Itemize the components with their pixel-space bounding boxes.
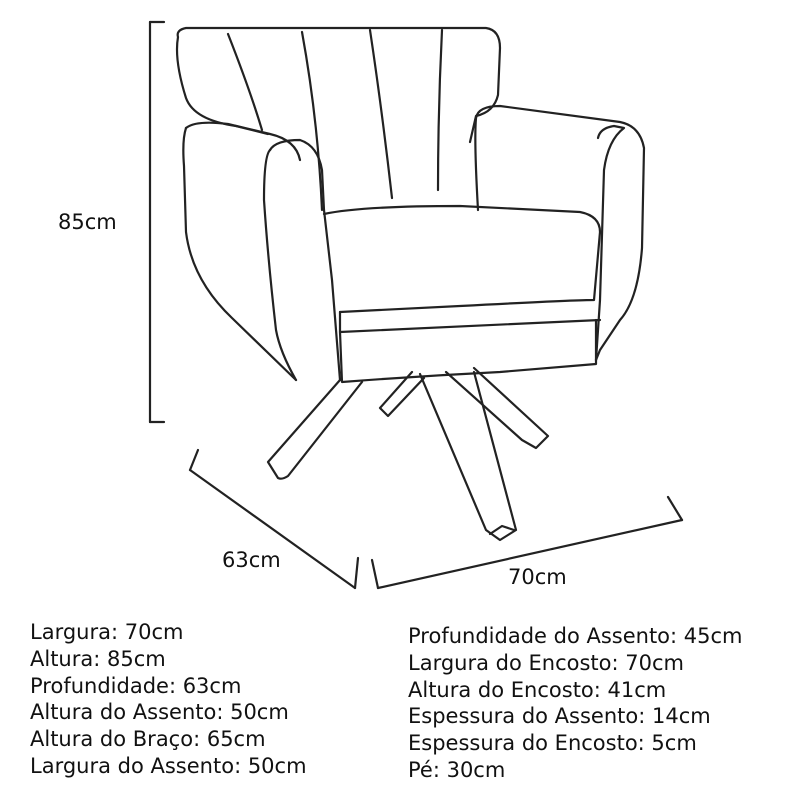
spec-item: Altura do Braço: 65cm [30,727,266,752]
depth-dimension-label: 63cm [222,548,281,572]
chair-seat [324,206,600,382]
spec-list-right [408,623,743,784]
spec-item: Altura: 85cm [30,646,166,671]
spec-item: Espessura do Encosto: 5cm [408,731,697,756]
spec-item: Espessura do Assento: 14cm [408,704,711,729]
height-dimension-label: 85cm [58,210,117,234]
chair-left-arm [183,123,340,380]
spec-list-left [30,619,307,780]
spec-item: Altura do Assento: 50cm [30,700,289,725]
spec-item: Largura: 70cm [30,620,184,644]
chair-backrest [177,28,500,210]
spec-item: Profundidade: 63cm [30,673,242,698]
spec-item: Altura do Encosto: 41cm [408,677,667,702]
spec-item: Largura do Encosto: 70cm [408,650,684,675]
spec-item: Pé: 30cm [408,757,506,782]
chair-legs [268,368,548,540]
width-dimension-label: 70cm [508,565,567,589]
spec-item: Largura do Assento: 50cm [30,753,307,778]
height-dimension-line [150,22,164,422]
spec-item: Profundidade do Assento: 45cm [408,624,743,648]
